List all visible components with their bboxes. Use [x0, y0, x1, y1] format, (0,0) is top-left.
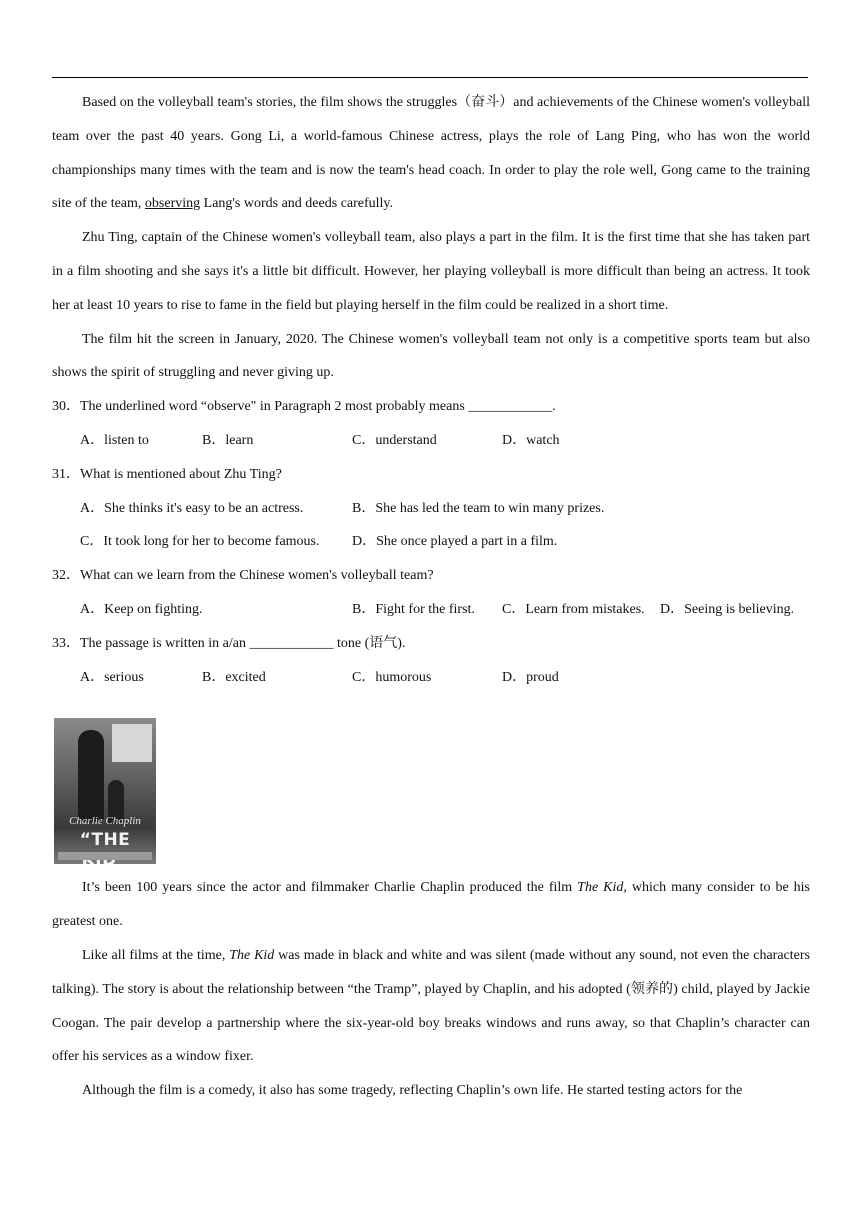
text-run: , which many consider to be his greatest one.	[52, 880, 810, 930]
options-32	[52, 593, 810, 627]
option-d: D．watch	[502, 432, 560, 448]
option-c: C．understand	[352, 432, 437, 448]
option-d: D．proud	[502, 669, 559, 685]
paragraph-3: The film hit the screen in January, 2020. The Chinese women's volleyball team not only is a competitive sports team but also shows the spirit of struggling and never giving up.	[52, 331, 810, 381]
question-32: 32．What can we learn from the Chinese women's volleyball team?	[52, 568, 434, 584]
option-a: A．serious	[80, 669, 144, 685]
poster-signature: Charlie Chaplin	[69, 815, 141, 828]
paragraph-6: Although the film is a comedy, it also has some tragedy, reflecting Chaplin’s own life. He started testing actors for the	[82, 1083, 743, 1099]
option-c: C．Learn from mistakes.	[502, 601, 645, 617]
option-a: A．Keep on fighting.	[80, 601, 203, 617]
option-a: A．listen to	[80, 432, 149, 448]
option-c: C．humorous	[352, 669, 432, 685]
question-33: 33．The passage is written in a/an ____________ tone (语气).	[52, 635, 406, 651]
paragraph-2: Zhu Ting, captain of the Chinese women's volleyball team, also plays a part in the film. It is the first time that she has taken part in a film shooting and she says it's a little bit difficult. However, her playing volleyball is more difficult than being an actress. It took her at least 10 years to rise to fame in the field but playing herself in the film could be realized in a short time.	[52, 230, 810, 313]
text-run: Based on the volleyball team's stories, the film shows the struggles（奋斗）and achievements of the Chinese women's volleyball team over the past 40 years. Gong Li, a world-famous Chinese actress, plays the role of Lang Ping, who has won the world championships many times with the team and is now the team's head coach. In order to play the role well, Gong came to the training site of the team,	[52, 95, 810, 212]
film-title: The Kid	[577, 880, 624, 896]
the-kid-poster-image	[54, 718, 156, 864]
film-title: The Kid	[229, 947, 275, 963]
paragraph-4	[52, 871, 810, 939]
underlined-word: observing	[144, 196, 201, 212]
poster-blurb-box	[112, 724, 152, 762]
option-b: B．learn	[202, 432, 254, 448]
poster-footer	[58, 852, 152, 860]
options-33	[52, 661, 810, 695]
options-31-row1	[52, 492, 810, 526]
header-rule	[52, 77, 808, 78]
option-b: B．Fight for the first.	[352, 601, 475, 617]
text-run: Lang's words and deeds carefully.	[200, 196, 394, 212]
options-30	[52, 424, 810, 458]
option-b: B．excited	[202, 669, 266, 685]
chaplin-figure	[78, 730, 104, 822]
text-run: was made in black and white and was silent (made without any sound, not even the characters talking). The story is about the relationship between “the Tramp”, played by Chaplin, and his adopted (领养的) child, played by Jackie Coogan. The pair develop a partnership where the six-year-old boy breaks windows and runs away, so that Chaplin’s character can offer his services as a window fixer.	[52, 947, 810, 1065]
option-b: B．She has led the team to win many prizes.	[352, 500, 605, 516]
question-30: 30．The underlined word “observe" in Paragraph 2 most probably means ____________.	[52, 399, 556, 415]
option-d: D．Seeing is believing.	[660, 601, 795, 617]
document-body	[52, 86, 810, 1108]
paragraph-1	[52, 86, 810, 221]
option-d: D．She once played a part in a film.	[352, 534, 558, 550]
option-c: C．It took long for her to become famous.	[80, 534, 320, 550]
question-31: 31．What is mentioned about Zhu Ting?	[52, 466, 282, 482]
options-31-row2	[52, 525, 810, 559]
poster-title: “THE	[79, 830, 131, 851]
paragraph-5	[52, 939, 810, 1074]
text-run: Like all films at the time,	[82, 947, 230, 963]
text-run: It’s been 100 years since the actor and filmmaker Charlie Chaplin produced the film	[82, 880, 578, 896]
option-a: A．She thinks it's easy to be an actress.	[80, 500, 304, 516]
